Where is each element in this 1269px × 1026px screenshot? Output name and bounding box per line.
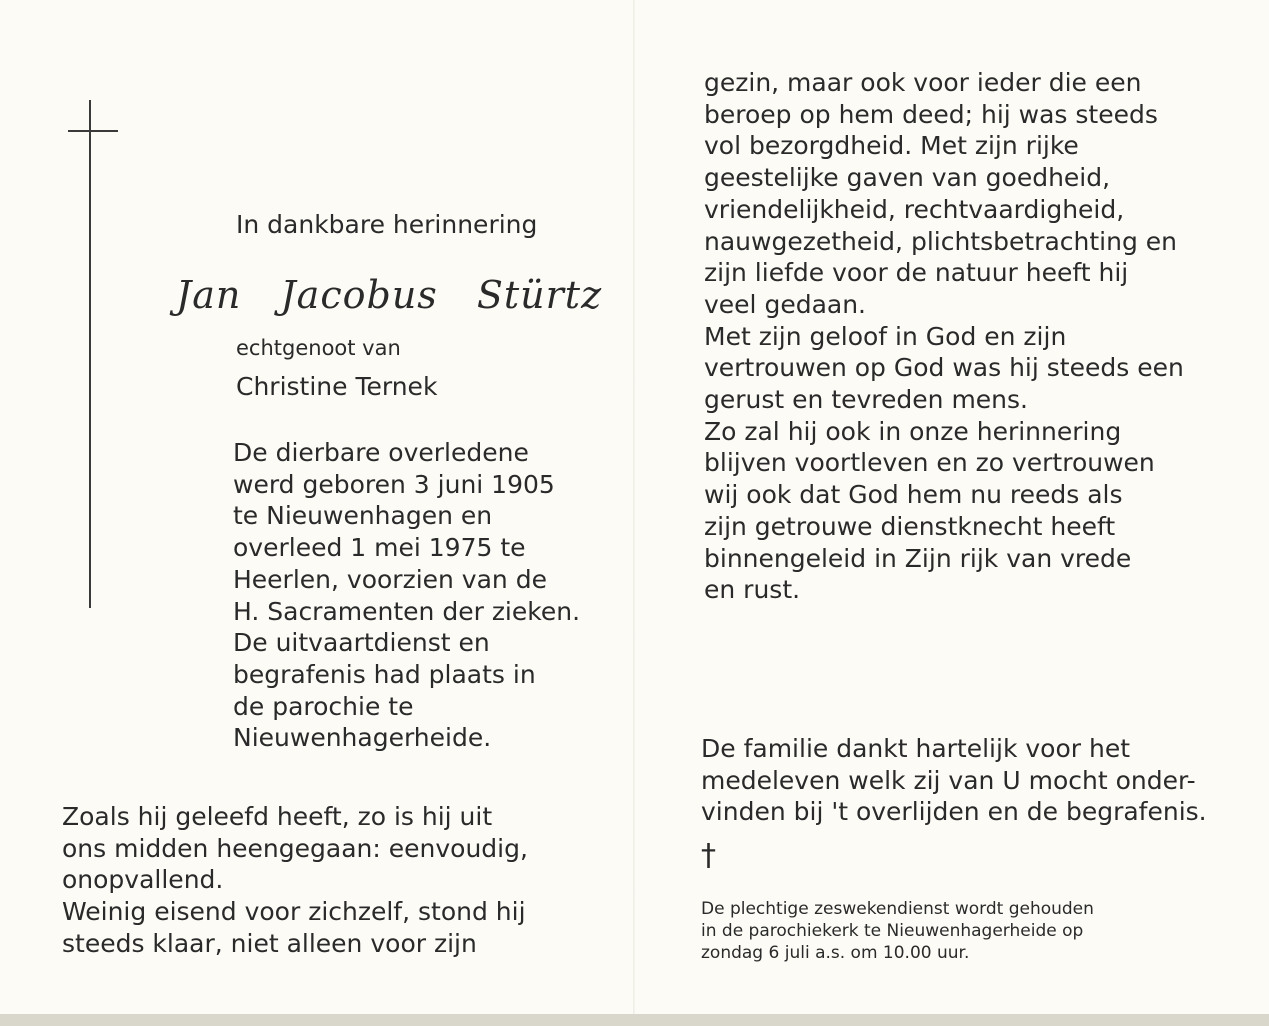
memoriam-line: zijn liefde voor de natuur heeft hij: [704, 258, 1129, 288]
memoriam-line: wij ook dat God hem nu reeds als: [704, 480, 1123, 510]
memoriam-line: veel gedaan.: [704, 289, 866, 319]
biography: [233, 437, 580, 754]
mass-notice-line: zondag 6 juli a.s. om 10.00 uur.: [701, 943, 970, 963]
memoriam-line: blijven voortleven en zo vertrouwen: [704, 448, 1155, 478]
spouse-label: echtgenoot van: [236, 336, 401, 360]
mass-notice: [701, 898, 1094, 964]
memoriam-line: zijn getrouwe dienstknecht heeft: [704, 511, 1116, 541]
memoriam-line: Zo zal hij ook in onze herinnering: [704, 416, 1122, 446]
memoriam-line: gerust en tevreden mens.: [704, 385, 1028, 415]
biography-line: de parochie te: [233, 691, 414, 721]
biography-line: werd geboren 3 juni 1905: [233, 469, 555, 499]
thanks-line: medeleven welk zij van U mocht onder-: [701, 765, 1196, 795]
biography-line: Nieuwenhagerheide.: [233, 723, 492, 753]
mass-notice-line: De plechtige zeswekendienst wordt gehouden: [701, 899, 1094, 919]
family-thanks: [701, 733, 1207, 828]
card-bottom-edge: [0, 1014, 1269, 1026]
memoriam-line: Weinig eisend voor zichzelf, stond hij: [62, 897, 526, 927]
intro-heading: In dankbare herinnering: [236, 210, 538, 239]
cross-icon: [89, 100, 91, 608]
memoriam-line: geestelijke gaven van goedheid,: [704, 163, 1111, 193]
memoriam-line: beroep op hem deed; hij was steeds: [704, 99, 1158, 129]
biography-line: De dierbare overledene: [233, 438, 529, 467]
biography-line: H. Sacramenten der zieken.: [233, 596, 581, 626]
memoriam-right: [704, 67, 1184, 606]
biography-line: begrafenis had plaats in: [233, 659, 536, 689]
card-fold: [633, 0, 635, 1026]
thanks-line: vinden bij 't overlijden en de begrafenis.: [701, 797, 1207, 827]
dagger-icon: †: [701, 838, 716, 873]
spouse-name: Christine Ternek: [236, 372, 438, 401]
memoriam-line: nauwgezetheid, plichtsbetrachting en: [704, 226, 1177, 256]
memoriam-line: en rust.: [704, 575, 801, 605]
memoriam-line: steeds klaar, niet alleen voor zijn: [62, 928, 477, 958]
memoriam-line: Zoals hij geleefd heeft, zo is hij uit: [62, 802, 493, 831]
memoriam-line: vol bezorgdheid. Met zijn rijke: [704, 131, 1079, 161]
memoriam-line: vriendelijkheid, rechtvaardigheid,: [704, 194, 1125, 224]
memoriam-line: gezin, maar ook voor ieder die een: [704, 68, 1142, 97]
deceased-name: Jan Jacobus Stürtz: [176, 273, 603, 317]
memoriam-line: onopvallend.: [62, 865, 224, 895]
memoriam-line: binnengeleid in Zijn rijk van vrede: [704, 543, 1132, 573]
biography-line: overleed 1 mei 1975 te: [233, 533, 526, 563]
mass-notice-line: in de parochiekerk te Nieuwenhagerheide op: [701, 921, 1084, 941]
biography-line: te Nieuwenhagen en: [233, 501, 493, 531]
biography-line: Heerlen, voorzien van de: [233, 564, 547, 594]
thanks-line: De familie dankt hartelijk voor het: [701, 734, 1131, 763]
biography-line: De uitvaartdienst en: [233, 628, 490, 658]
memoriam-line: Met zijn geloof in God en zijn: [704, 321, 1067, 351]
memoriam-left: [62, 801, 528, 960]
cross-icon-bar: [68, 130, 118, 132]
memoriam-line: vertrouwen op God was hij steeds een: [704, 353, 1184, 383]
memoriam-line: ons midden heengegaan: eenvoudig,: [62, 833, 528, 863]
